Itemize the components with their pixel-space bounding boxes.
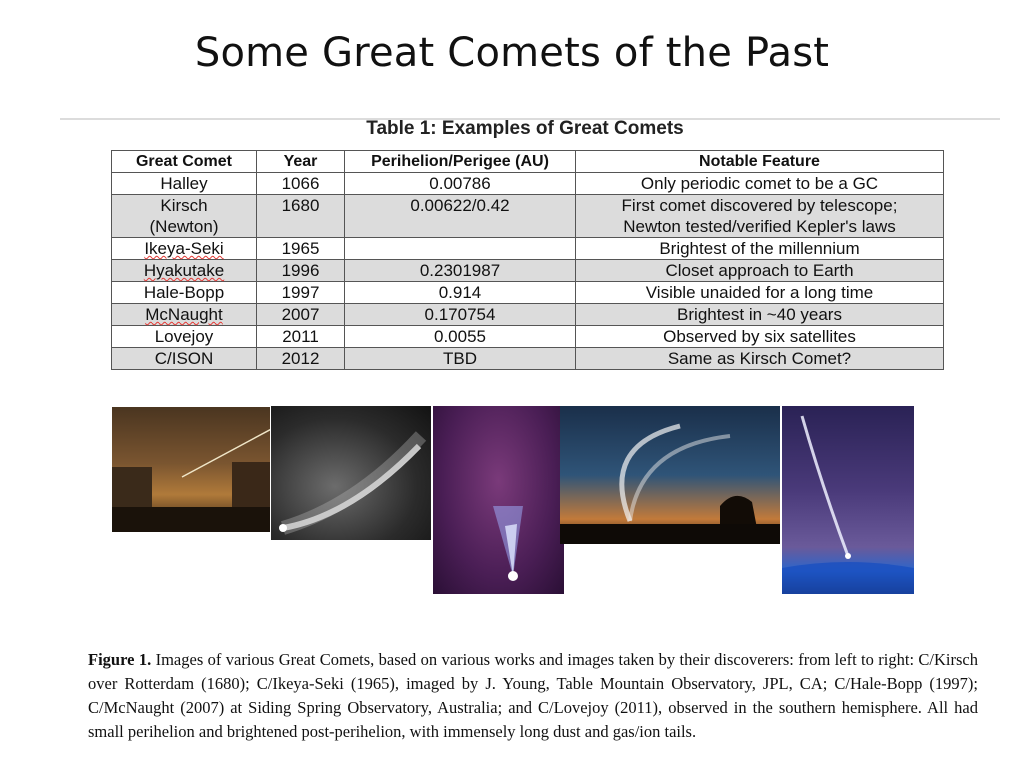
comet-photo-lovejoy bbox=[782, 406, 914, 594]
cell-year: 1996 bbox=[257, 260, 345, 282]
cell-comet bbox=[112, 304, 257, 326]
spellcheck-word: McNaught bbox=[145, 305, 223, 324]
spellcheck-word: Ikeya-Seki bbox=[144, 239, 224, 258]
cell-comet bbox=[112, 195, 257, 238]
cell-feature: Closet approach to Earth bbox=[576, 260, 944, 282]
cell-feature-line1: First comet discovered by telescope; bbox=[621, 196, 898, 215]
table-row bbox=[112, 260, 944, 282]
table-row bbox=[112, 195, 944, 238]
cell-perihelion: 0.914 bbox=[345, 282, 576, 304]
cell-comet: Lovejoy bbox=[112, 326, 257, 348]
cell-comet bbox=[112, 260, 257, 282]
cell-perihelion: 0.170754 bbox=[345, 304, 576, 326]
cell-feature: Brightest in ~40 years bbox=[576, 304, 944, 326]
table-row bbox=[112, 282, 944, 304]
slide-title: Some Great Comets of the Past bbox=[194, 30, 830, 76]
cell-comet-line1: Kirsch bbox=[160, 196, 208, 215]
header-year: Year bbox=[257, 151, 345, 173]
table-caption: Table 1: Examples of Great Comets bbox=[366, 118, 684, 139]
header-notable-feature: Notable Feature bbox=[576, 151, 944, 173]
comet-photo-hale-bopp bbox=[433, 406, 564, 594]
cell-feature: Brightest of the millennium bbox=[576, 238, 944, 260]
cell-feature: Only periodic comet to be a GC bbox=[576, 173, 944, 195]
cell-year: 1997 bbox=[257, 282, 345, 304]
cell-perihelion: 0.0055 bbox=[345, 326, 576, 348]
figure-caption bbox=[88, 648, 978, 744]
cell-perihelion: 0.2301987 bbox=[345, 260, 576, 282]
cell-feature: Observed by six satellites bbox=[576, 326, 944, 348]
cell-perihelion: TBD bbox=[345, 348, 576, 370]
cell-year: 2007 bbox=[257, 304, 345, 326]
cell-year: 1965 bbox=[257, 238, 345, 260]
cell-comet-line2: (Newton) bbox=[149, 217, 219, 236]
table-row bbox=[112, 348, 944, 370]
cell-feature: Same as Kirsch Comet? bbox=[576, 348, 944, 370]
cell-perihelion bbox=[345, 238, 576, 260]
table-row bbox=[112, 238, 944, 260]
cell-year: 2011 bbox=[257, 326, 345, 348]
table-header-row bbox=[112, 151, 944, 173]
great-comets-table bbox=[111, 150, 944, 370]
cell-year: 1680 bbox=[257, 195, 345, 238]
comet-photo-mcnaught bbox=[560, 406, 780, 544]
cell-comet: C/ISON bbox=[112, 348, 257, 370]
table-row bbox=[112, 304, 944, 326]
cell-comet: Halley bbox=[112, 173, 257, 195]
spellcheck-word: Hyakutake bbox=[143, 261, 225, 280]
header-great-comet: Great Comet bbox=[112, 151, 257, 173]
table-row bbox=[112, 173, 944, 195]
cell-comet bbox=[112, 238, 257, 260]
cell-feature-line2: Newton tested/verified Kepler's laws bbox=[623, 217, 896, 236]
cell-year: 1066 bbox=[257, 173, 345, 195]
cell-perihelion: 0.00622/0.42 bbox=[345, 195, 576, 238]
comet-photo-ikeya-seki bbox=[271, 406, 431, 540]
cell-perihelion: 0.00786 bbox=[345, 173, 576, 195]
figure-text: Images of various Great Comets, based on various works and images taken by their discoverers: from left to right: C/Kirsch over Rotterdam (1680); C/Ikeya-Seki (1965), imaged by J. Young, Table Mountain Observatory, JPL, CA; C/Hale-Bopp (1997); C/McNaught (2007) at Siding Spring Observatory, Australia; and C/Lovejoy (2011), observed in the southern hemisphere. All had small perihelion and brightened post-perihelion, with immensely long dust and gas/ion tails. bbox=[88, 650, 978, 741]
figure-label: Figure 1. bbox=[88, 650, 152, 669]
cell-feature bbox=[576, 195, 944, 238]
table-row bbox=[112, 326, 944, 348]
comet-photo-kirsch bbox=[112, 407, 270, 532]
cell-feature: Visible unaided for a long time bbox=[576, 282, 944, 304]
cell-comet: Hale-Bopp bbox=[112, 282, 257, 304]
header-perihelion: Perihelion/Perigee (AU) bbox=[345, 151, 576, 173]
cell-year: 2012 bbox=[257, 348, 345, 370]
